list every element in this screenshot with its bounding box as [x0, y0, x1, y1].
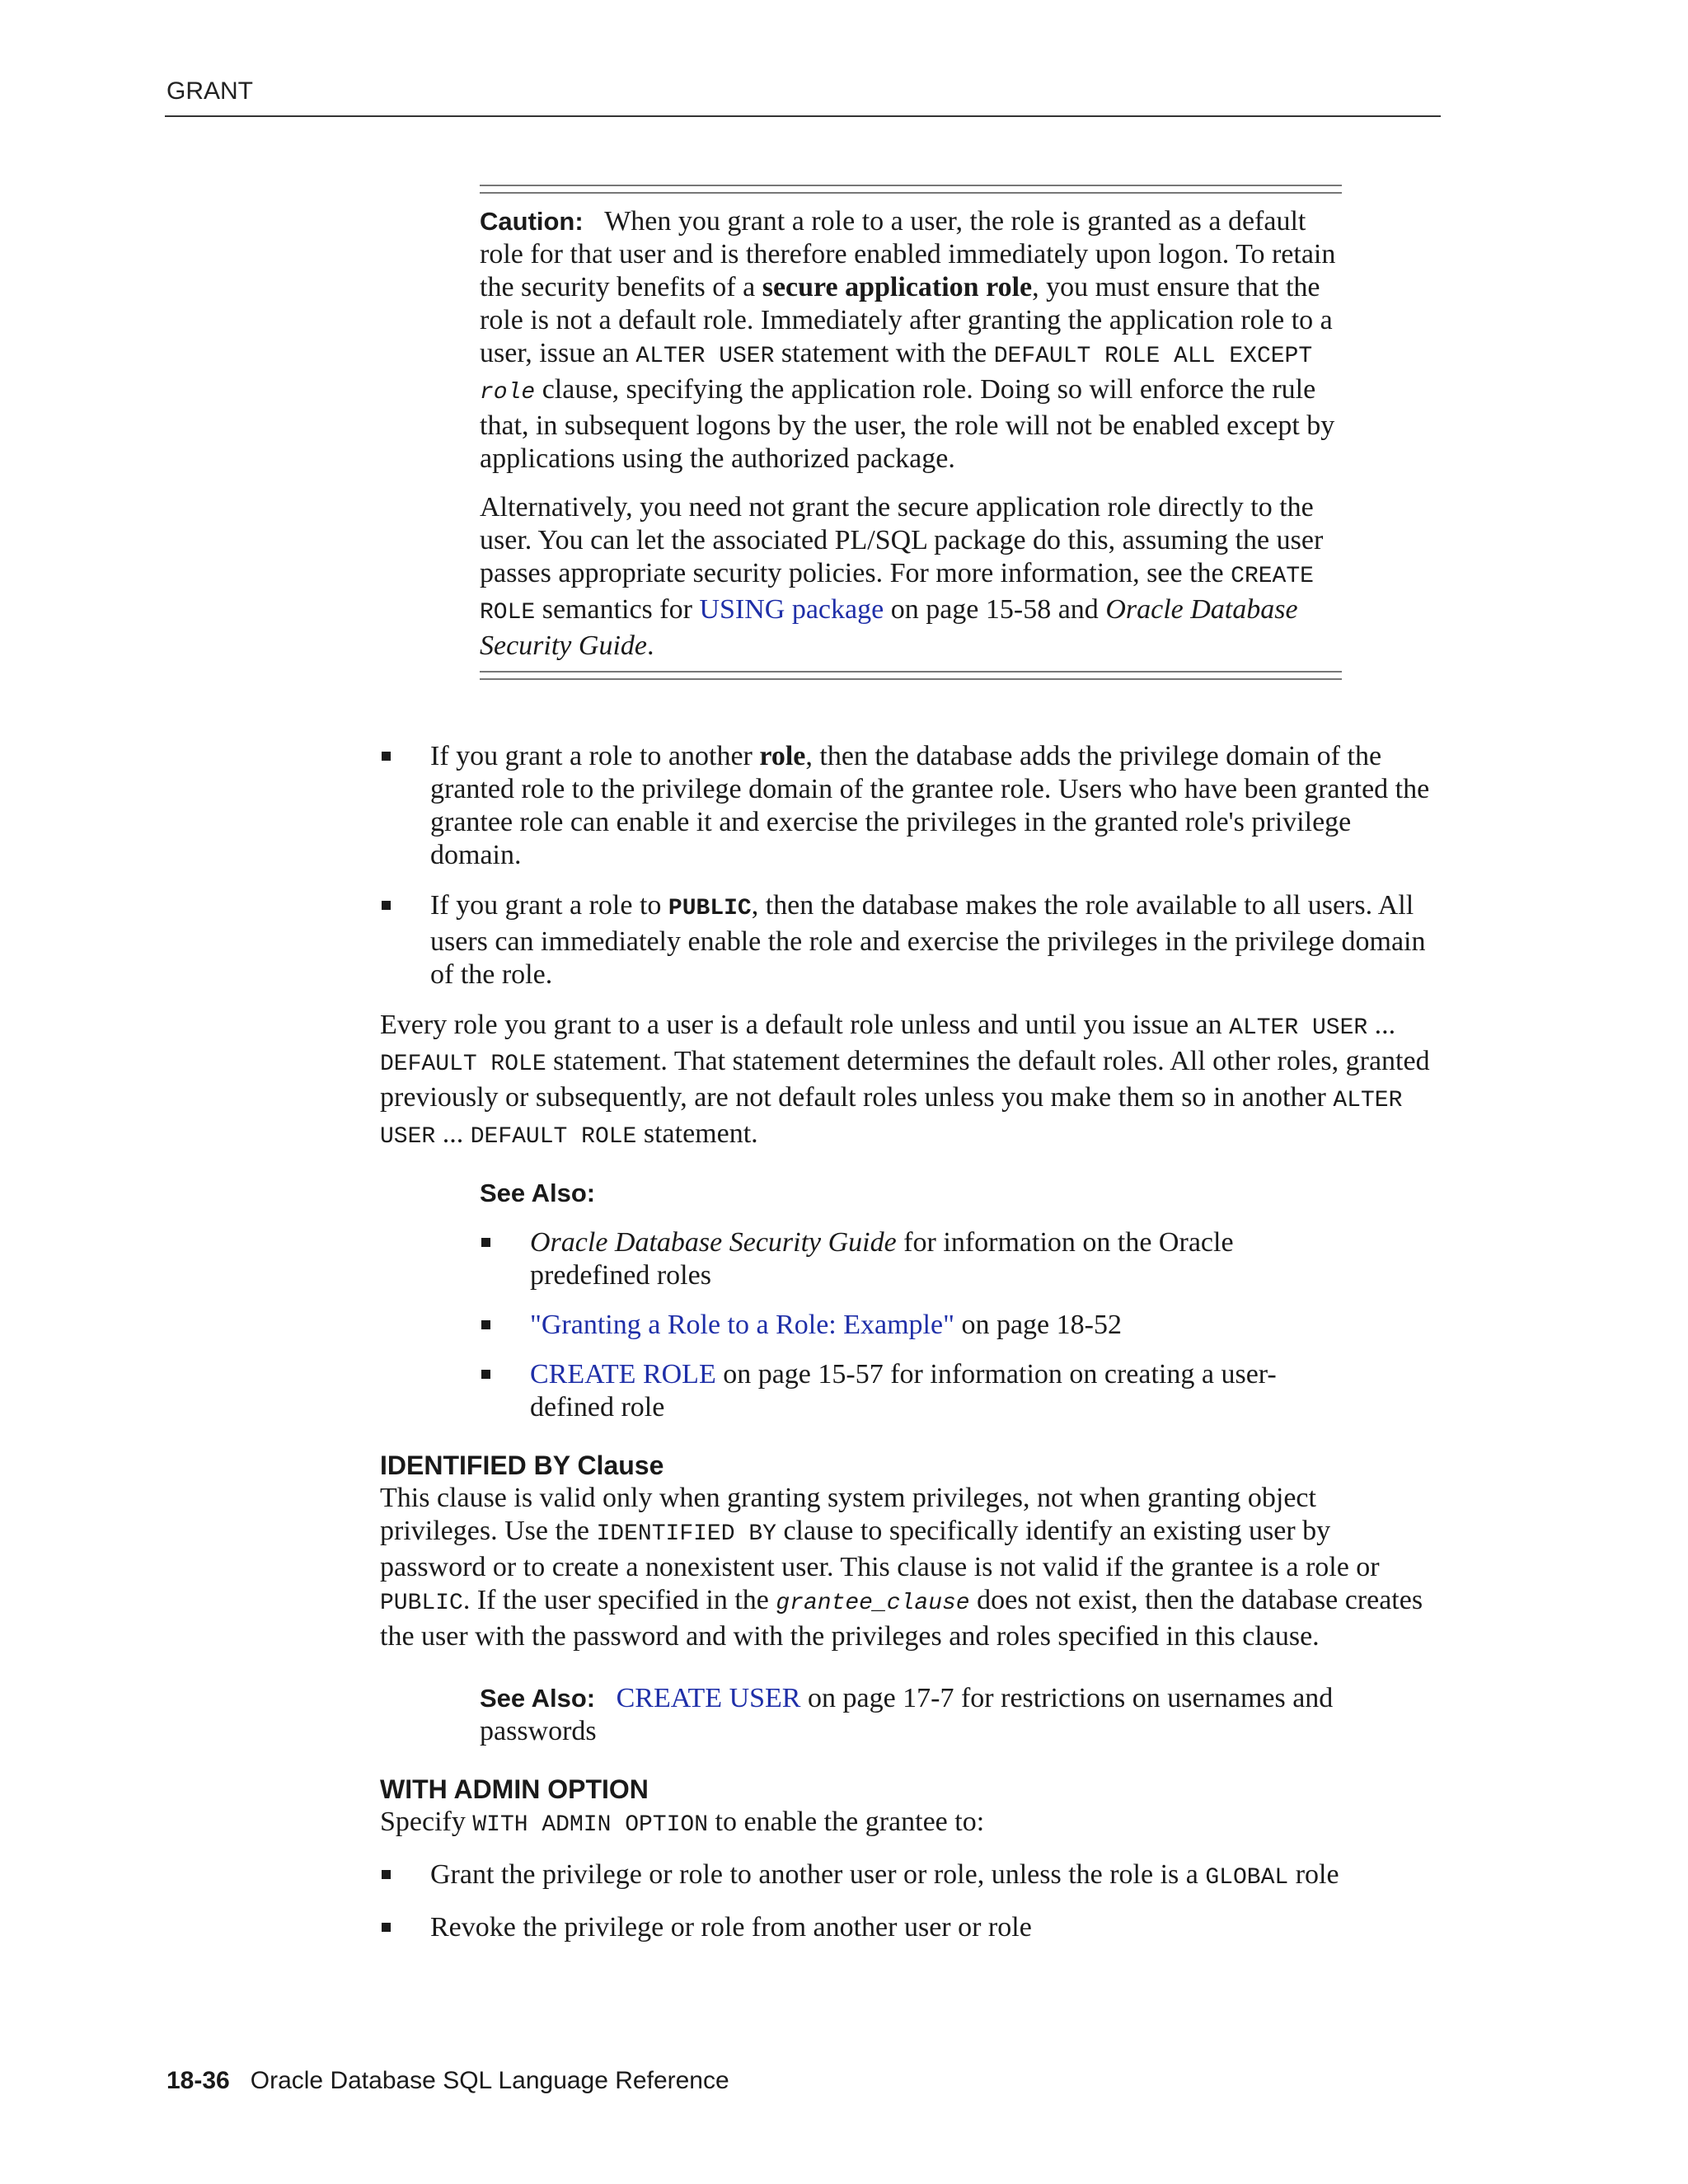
- code-role: role: [480, 380, 536, 405]
- caution-box: [480, 185, 1342, 680]
- identified-by-paragraph: This clause is valid only when granting system privileges, not when granting object privileges. Use the IDENTIFIED BY clause to specifically identify an existing user by password or to create a nonexistent user. This clause is not valid if the grantee is a role or PUBLIC. If the user specified in the grantee_clause does not exist, then the database creates the user with the password and with the privileges and roles specified in this clause.: [380, 1483, 1423, 1652]
- bullet-marker: [481, 1370, 490, 1379]
- caution-paragraph-1: Caution: When you grant a role to a user, the role is granted as a default role for that user and is therefore enabled immediately upon logon. To retain the security benefits of a secure application role, you must ensure that the role is not a default role. Immediately after granting the application role to a user, issue an ALTER USER statement with the DEFAULT ROLE ALL EXCEPT role clause, specifying the application role. Doing so will enforce the rule that, in subsequent logons by the user, the role will not be enabled except by applications using the authorized package.: [480, 206, 1336, 474]
- header-rule: [165, 115, 1441, 117]
- caution-top-rule: [480, 185, 1342, 194]
- list-item: Revoke the privilege or role from another user or role: [380, 1911, 1440, 1944]
- see-also-create-user: See Also: CREATE USER on page 17-7 for restrictions on usernames and passwords: [480, 1683, 1334, 1746]
- running-header: GRANT: [166, 77, 253, 105]
- list-item: If you grant a role to PUBLIC, then the database makes the role available to all users. All users can immediately enable the role and exercise the privileges in the privilege domain of the role.: [380, 889, 1440, 991]
- default-role-paragraph: Every role you grant to a user is a default role unless and until you issue an ALTER USER ... DEFAULT ROLE statement. That statement determines the default roles. All other roles, granted previously or subsequently, are not default roles unless you make them so in another ALTER USER ... DEFAULT ROLE statement.: [380, 1010, 1430, 1150]
- list-item: If you grant a role to another role, then the database adds the privilege domain of the granted role to the privilege domain of the grantee role. Users who have been granted the grantee role can enable it and exercise the privileges in the granted role's privilege domain.: [380, 740, 1440, 872]
- identified-by-heading: IDENTIFIED BY Clause: [380, 1451, 664, 1480]
- admin-bullet-list: [380, 1858, 1440, 1944]
- create-user-link[interactable]: CREATE USER: [616, 1683, 801, 1713]
- create-role-link[interactable]: CREATE ROLE: [530, 1359, 716, 1390]
- see-also-label: See Also:: [480, 1684, 596, 1713]
- code-default-role-all-except: DEFAULT ROLE ALL EXCEPT: [993, 344, 1313, 369]
- code-public: PUBLIC: [668, 896, 752, 921]
- caution-bottom-rule: [480, 671, 1342, 680]
- code-create-role: CREATE ROLE: [480, 564, 1314, 626]
- page-number: 18-36: [166, 2067, 230, 2094]
- caution-paragraph-2: Alternatively, you need not grant the secure application role directly to the user. You can let the associated PL/SQL package do this, assuming the user passes appropriate security policies. For more information, see the CREATE ROLE semantics for USING package on page 15-58 and Oracle Database Security Guide.: [480, 492, 1324, 661]
- list-item: "Granting a Role to a Role: Example" on page 18-52: [480, 1309, 1304, 1342]
- list-item: Oracle Database Security Guide for information on the Oracle predefined roles: [480, 1226, 1304, 1292]
- caution-label: Caution:: [480, 207, 584, 236]
- bullet-marker: [481, 1320, 490, 1329]
- list-item: CREATE ROLE on page 15-57 for information on creating a user-defined role: [480, 1358, 1304, 1424]
- admin-intro-paragraph: Specify WITH ADMIN OPTION to enable the grantee to:: [380, 1807, 985, 1838]
- bullet-marker: [382, 1923, 391, 1932]
- main-content: [380, 740, 1440, 1944]
- bullet-marker: [481, 1238, 490, 1247]
- bullet-marker: [382, 752, 391, 761]
- page-footer: [166, 2067, 729, 2095]
- see-also-list: [480, 1226, 1304, 1424]
- using-package-link[interactable]: USING package: [699, 594, 884, 625]
- book-title: Oracle Database SQL Language Reference: [250, 2067, 729, 2094]
- security-guide-title: Oracle Database Security Guide: [480, 594, 1298, 661]
- with-admin-option-heading: WITH ADMIN OPTION: [380, 1774, 649, 1804]
- granting-role-example-link[interactable]: "Granting a Role to a Role: Example": [530, 1310, 954, 1340]
- see-also-label: See Also:: [480, 1179, 596, 1207]
- code-alter-user: ALTER USER: [635, 344, 775, 369]
- secure-application-role-term: secure application role: [762, 272, 1033, 302]
- list-item: Grant the privilege or role to another user or role, unless the role is a GLOBAL role: [380, 1858, 1440, 1895]
- bullet-marker: [382, 1870, 391, 1879]
- role-bullet-list: [380, 740, 1440, 991]
- bullet-marker: [382, 901, 391, 910]
- see-also-block: [480, 1177, 1304, 1424]
- security-guide-title: Oracle Database Security Guide: [530, 1227, 897, 1258]
